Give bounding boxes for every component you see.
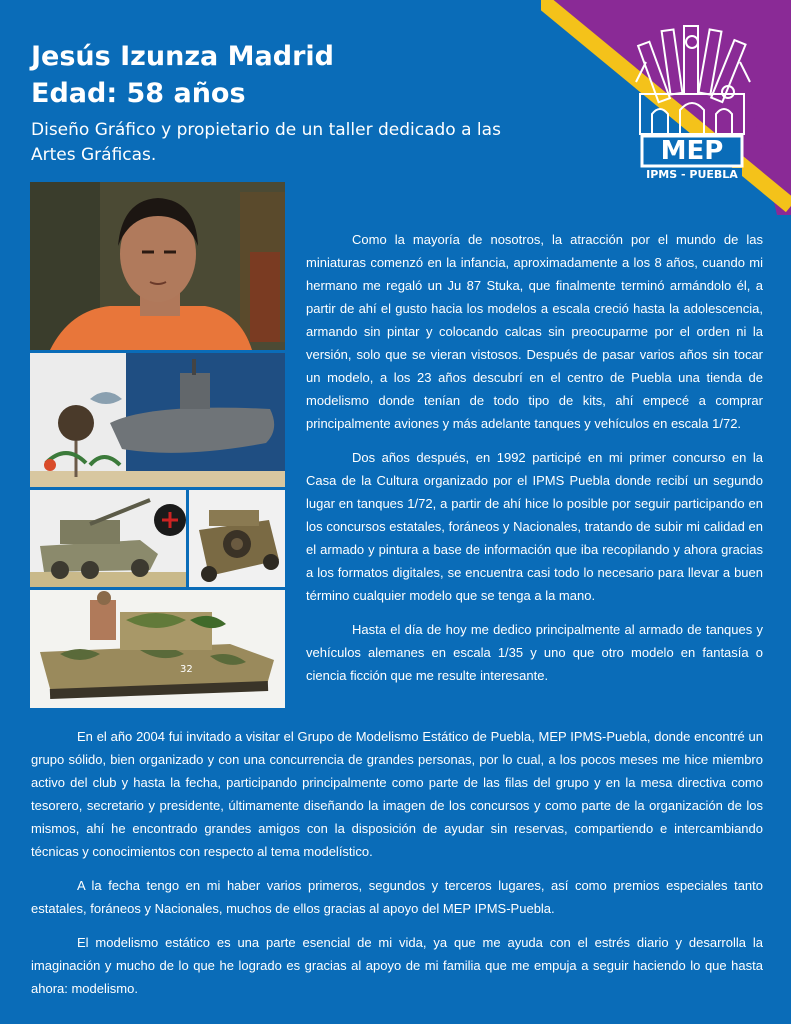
svg-text:32: 32	[180, 664, 193, 675]
biography-paragraph: A la fecha tengo en mi haber varios primeros, segundos y terceros lugares, así como premios especiales tanto estatales, foráneos y Nacionales, muchos de ellos gracias al apoyo del MEP IPMS-Puebla.	[31, 878, 763, 916]
biography-paragraph: Hasta el día de hoy me dedico principalmente al armado de tanques y vehículos alemanes en escala 1/35 y uno que otro modelo en fantasía o ciencia ficción que me resulte interesante.	[306, 622, 763, 683]
biography-paragraph: Dos años después, en 1992 participé en mi primer concurso en la Casa de la Cultura organizado por el IPMS Puebla donde recibí un segundo lugar en tanques 1/72, a partir de ahí hice lo posible por seguir participando en los concursos estatales, foráneos y Nacionales, tratando de subir mi calidad en el armado y pintura a base de información que iba recopilando y ahora gracias a los formatos digitales, se encuentra casi todo lo necesario para llevar a buen término cualquier modelo que se tenga a la mano.	[306, 450, 763, 603]
submarine-diorama-photo	[30, 353, 285, 487]
logo-acronym: MEP	[660, 136, 724, 166]
biography-paragraph: Como la mayoría de nosotros, la atracción por el mundo de las miniaturas comenzó en la infancia, aproximadamente a los 8 años, cuando mi hermano me regaló un Ju 87 Stuka, que finalmente terminó armándolo él, a partir de ahí el gusto hacia los modelos a escala creció hasta la adolescencia, armando sin pintar y colocando calcas sin preocuparme por el orden ni la versión, solo que se vieran vistosos. Después de pasar varios años sin tocar un modelo, a los 23 años descubrí en el centro de Puebla una tienda de modelismo donde tenían de todo tipo de kits, ahí empecé a comprar principalmente aviones y más adelante tanques y vehículos en escala 1/72.	[306, 232, 763, 431]
biography-paragraph: En el año 2004 fui invitado a visitar el Grupo de Modelismo Estático de Puebla, MEP IPMS-Puebla, donde encontré un grupo sólido, bien organizado y con una concurrencia de grandes personas, por lo cual, a los pocos meses me hice miembro activo del club y hasta la fecha, participando principalmente como parte de las filas del grupo y en la mesa directiva como tesorero, secretario y presidente, últimamente diseñando la imagen de los concursos y como parte de la organización de los mismos, ahí he encontrado grandes amigos con la disposición de ayudar sin reservas, compartiendo e intercambiando técnicas y conocimientos con respecto al tema modelístico.	[31, 729, 763, 859]
person-header	[31, 38, 334, 112]
logo-chapter: IPMS - PUEBLA	[646, 168, 738, 181]
biography-full-text	[31, 725, 763, 1000]
biography-column-text	[306, 228, 763, 687]
person-occupation: Diseño Gráfico y propietario de un taller dedicado a las Artes Gráficas.	[31, 120, 501, 165]
kubelwagen-model-photo	[189, 490, 285, 587]
halftrack-model-photo	[30, 490, 186, 587]
camouflage-tank-photo	[30, 590, 285, 708]
person-name: Jesús Izunza Madrid	[31, 41, 334, 72]
portrait-photo	[30, 182, 285, 350]
person-age: Edad: 58 años	[31, 78, 246, 109]
biography-paragraph: El modelismo estático es una parte esencial de mi vida, ya que me ayuda con el estrés diario y desarrolla la imaginación y mucho de lo que he logrado es gracias al apoyo de mi familia que me empuja a seguir haciendo lo que hasta ahora: modelismo.	[31, 935, 763, 996]
mep-logo	[628, 22, 758, 202]
